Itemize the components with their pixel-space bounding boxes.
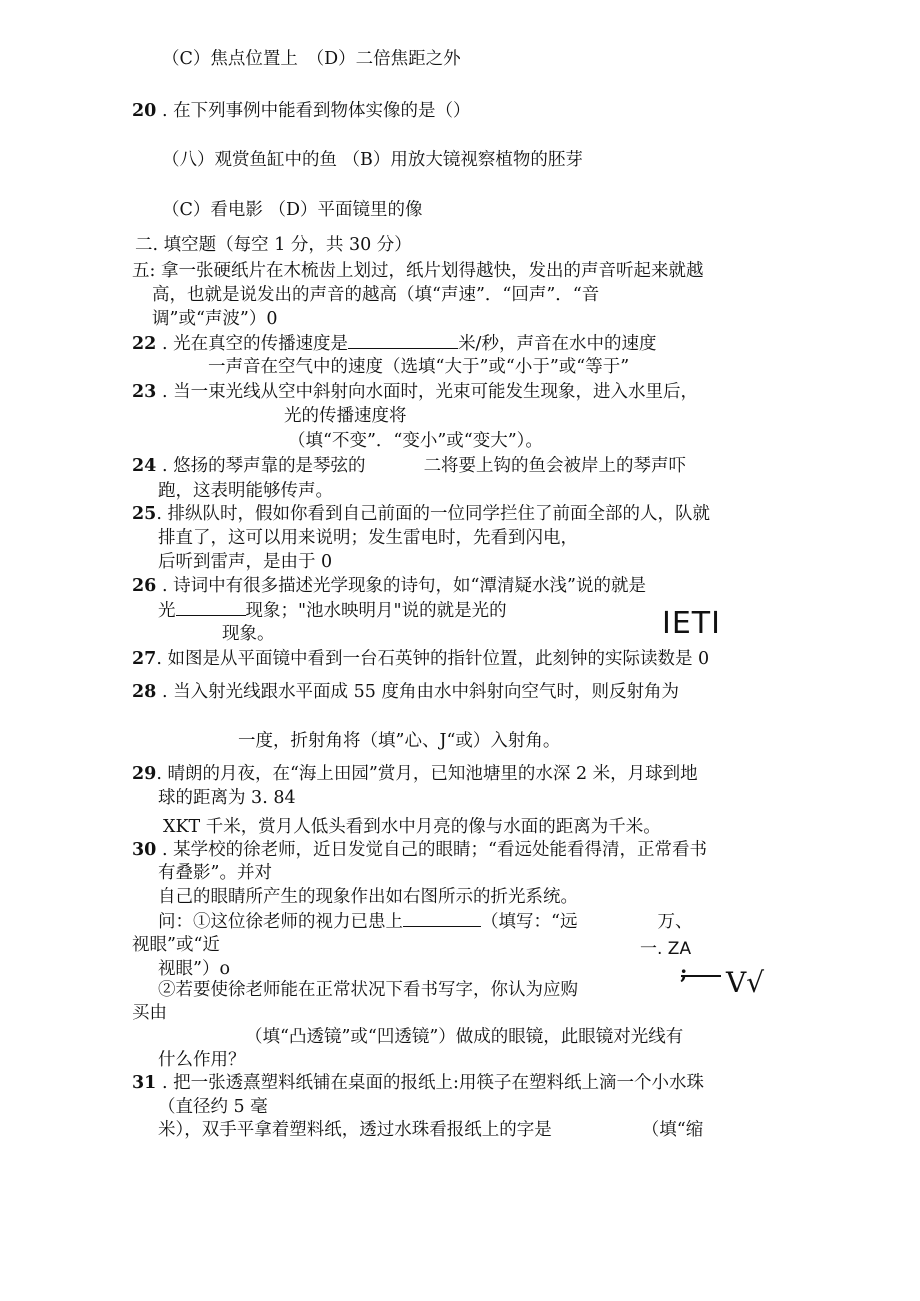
question-22-line2: 一声音在空气中的速度（选填“大于”或“小于”或“等于” — [208, 357, 630, 377]
question-number: 28 — [132, 682, 157, 702]
question-26 — [132, 575, 646, 597]
question-29 — [132, 763, 698, 785]
question-30-line9: （填“凸透镜”或“凹透镜”）做成的眼镜，此眼镜对光线有 — [245, 1027, 684, 1047]
q19-options-cd: （C）焦点位置上 （D）二倍焦距之外 — [162, 49, 461, 69]
question-text: . 悠扬的琴声靠的是琴弦的 — [161, 456, 366, 476]
question-text: . 晴朗的月夜，在“海上田园”赏月，已知池塘里的水深 2 米，月球到地 — [156, 764, 698, 784]
question-text: 二将要上钩的鱼会被岸上的琴声吓 — [423, 456, 687, 476]
question-23-line2: 光的传播速度将 — [284, 406, 407, 426]
question-30-line10: 什么作用？ — [158, 1050, 246, 1070]
answer-blank — [403, 910, 481, 927]
question-number: 22 — [132, 334, 157, 354]
question-29-line2: 球的距离为 3. 84 — [158, 788, 296, 808]
question-number: 26 — [132, 576, 157, 596]
question-text: . 把一张透熹塑料纸铺在桌面的报纸上:用筷子在塑料纸上滴一个小水珠 — [161, 1073, 704, 1093]
question-text: （填“缩 — [641, 1120, 704, 1140]
eye-figure-dots: ; — [680, 960, 688, 984]
question-30-line3: 自己的眼睛所产生的现象作出如右图所示的折光系统。 — [158, 887, 578, 907]
question-25 — [132, 503, 710, 525]
question-30-line2: 有叠影”。并对 — [158, 863, 272, 883]
question-number: 20 — [132, 101, 157, 121]
question-21-line3: 调”或“声波”）0 — [152, 309, 278, 329]
q20-options-cd: （C）看电影 （D）平面镜里的像 — [162, 200, 423, 220]
question-number: 31 — [132, 1073, 157, 1093]
question-text: 万、 — [657, 912, 693, 932]
question-text: . 如图是从平面镜中看到一台石英钟的指针位置，此刻钟的实际读数是 0 — [156, 649, 710, 669]
question-number: 25 — [132, 504, 157, 524]
eye-figure-label: 一. ZA — [640, 939, 692, 959]
question-31-line2: （直径约 5 毫 — [158, 1097, 268, 1117]
question-31 — [132, 1072, 704, 1094]
question-text: 米/秒，声音在水中的速度 — [458, 334, 657, 354]
question-30-line4 — [158, 910, 692, 933]
answer-blank — [176, 599, 246, 616]
question-23-line3: （填“不变”．“变小”或“变大”）。 — [288, 431, 543, 451]
question-24 — [132, 455, 686, 477]
q20-options-ab: （八）观赏鱼缸中的鱼 （B）用放大镜视察植物的胚芽 — [162, 150, 583, 170]
question-30-line8: 买由 — [132, 1003, 167, 1023]
question-26-line3: 现象。 — [222, 624, 275, 644]
question-text: . 排纵队时，假如你看到自己前面的一位同学拦住了前面全部的人，队就 — [156, 504, 710, 524]
question-21-line1: 五: 拿一张硬纸片在木梳齿上划过，纸片划得越快，发出的声音听起来就越 — [132, 261, 704, 281]
question-text: . 光在真空的传播速度是 — [161, 334, 349, 354]
question-number: 24 — [132, 456, 157, 476]
question-text: 现象；"池水映明月"说的就是光的 — [245, 601, 507, 621]
question-31-line3 — [158, 1119, 703, 1141]
question-23 — [132, 381, 698, 403]
question-text: . 在下列事例中能看到物体实像的是（） — [161, 101, 471, 121]
answer-blank — [348, 332, 458, 349]
question-28-line2: 一度，折射角将（填”心、J“或）入射角。 — [238, 731, 561, 751]
question-26-line2 — [158, 599, 507, 622]
question-text: . 当一束光线从空中斜射向水面时，光束可能发生现象，进入水里后， — [161, 382, 699, 402]
question-30-line5: 视眼”或“近 — [132, 935, 220, 955]
mirror-clock-figure: IETI — [662, 606, 721, 641]
question-text: 问：①这位徐老师的视力已患上 — [158, 912, 403, 932]
question-24-line2: 跑，这表明能够传声。 — [158, 481, 333, 501]
question-number: 27 — [132, 649, 157, 669]
question-text: 米），双手平拿着塑料纸，透过水珠看报纸上的字是 — [158, 1120, 552, 1140]
question-27 — [132, 648, 709, 670]
question-30-line6: 视眼”）o — [158, 959, 230, 979]
question-text: （填写：“远 — [481, 912, 578, 932]
question-30 — [132, 839, 707, 861]
question-22 — [132, 332, 656, 355]
question-text: . 诗词中有很多描述光学现象的诗句，如“潭清疑水浅”说的就是 — [161, 576, 646, 596]
question-25-line3: 后听到雷声，是由于 0 — [158, 552, 333, 572]
question-text: . 某学校的徐老师，近日发觉自己的眼睛；“看远处能看得清，正常看书 — [161, 840, 708, 860]
question-28 — [132, 681, 679, 703]
question-25-line2: 排直了，这可以用来说明；发生雷电时，先看到闪电， — [158, 528, 578, 548]
question-number: 30 — [132, 840, 157, 860]
eye-lens-symbol: V√ — [726, 966, 765, 999]
question-number: 29 — [132, 764, 157, 784]
question-30-line7: ②若要使徐老师能在正常状况下看书写字，你认为应购 — [158, 980, 578, 1000]
question-20 — [132, 100, 471, 122]
question-21-line2: 高，也就是说发出的声音的越高（填“声速”．“回声”．“音 — [152, 285, 600, 305]
question-number: 23 — [132, 382, 157, 402]
section-heading: 二. 填空题（每空 1 分，共 30 分） — [135, 235, 412, 255]
question-29-line3: XKT 千米，赏月人低头看到水中月亮的像与水面的距离为千米。 — [163, 817, 661, 837]
question-text: 光 — [158, 601, 176, 621]
eye-figure-line — [681, 975, 721, 977]
question-text: . 当入射光线跟水平面成 55 度角由水中斜射向空气时，则反射角为 — [161, 682, 679, 702]
